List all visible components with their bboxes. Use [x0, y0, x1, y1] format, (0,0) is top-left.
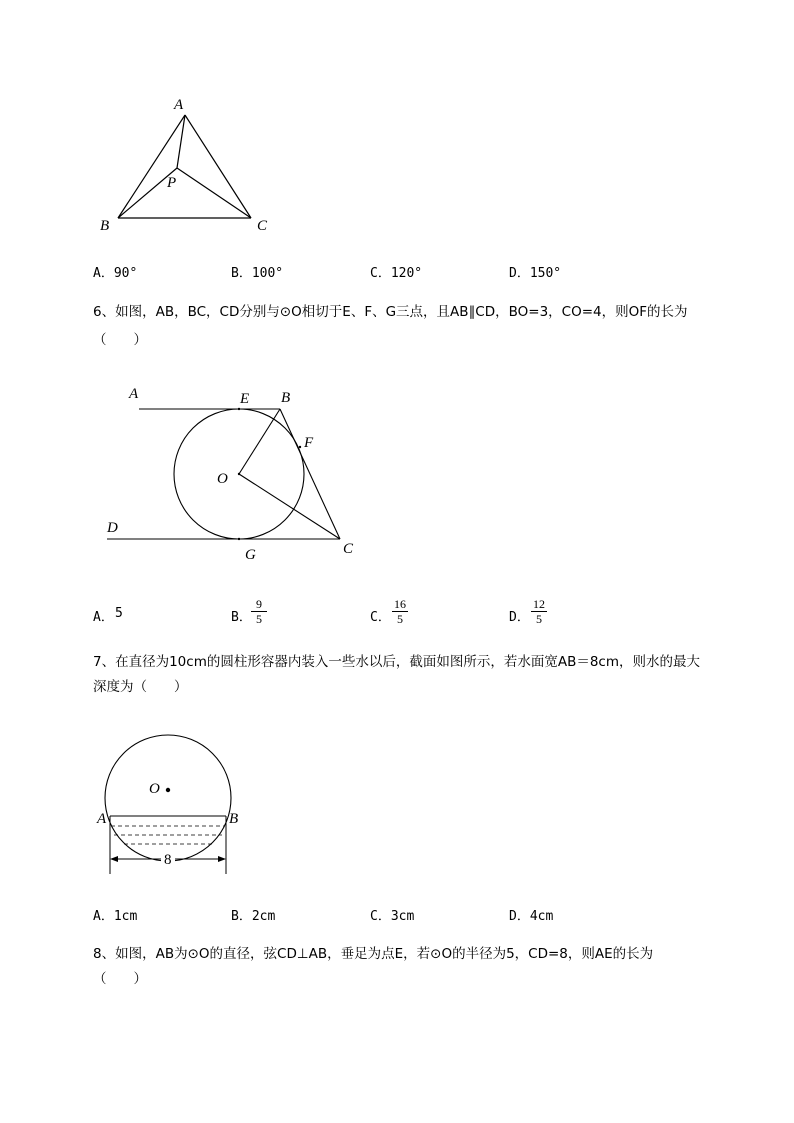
q6-label-d: D	[107, 520, 118, 536]
q6-option-c-fraction	[392, 597, 408, 626]
q6-label-c: C	[343, 541, 354, 557]
q5-segment-ac	[185, 115, 251, 218]
q5-label-p: P	[167, 175, 177, 191]
q7-center-dot	[166, 788, 170, 792]
q6-point-g	[238, 538, 240, 540]
q5-segment-ab	[118, 115, 185, 218]
q6-label-a: A	[129, 386, 139, 402]
q6-label-e: E	[240, 391, 250, 407]
q6-label-b: B	[281, 390, 291, 406]
q6-stem-line2: （ ）	[93, 332, 147, 348]
q7-stem	[93, 651, 700, 698]
q6-option-a-letter: A．	[93, 610, 114, 625]
q7-option-c: C．3cm	[370, 909, 415, 924]
q5-segment-pa	[177, 115, 185, 168]
q6-option-b-denominator: 5	[256, 612, 262, 626]
q6-option-c-letter: C．	[370, 610, 391, 625]
q6-option-b-letter: B．	[231, 610, 252, 625]
q5-option-c: C．120°	[370, 266, 423, 281]
q6-option-b-fraction	[251, 597, 267, 626]
q6-option-b-numerator: 9	[251, 597, 267, 612]
q7-option-b: B．2cm	[231, 909, 276, 924]
q7-label-o: O	[149, 781, 160, 797]
q5-label-a: A	[174, 97, 184, 113]
q7-container-figure	[90, 718, 250, 880]
q5-triangle-figure	[90, 90, 290, 240]
q6-point-e	[238, 408, 240, 410]
q8-stem-line1: 8、如图，AB为⊙O的直径，弦CD⊥AB，垂足为点E，若⊙O的半径为5，CD=8，则AE的长为	[93, 946, 654, 962]
q5-option-b: B．100°	[231, 266, 284, 281]
q7-label-b: B	[229, 811, 239, 827]
q6-segment-ob	[239, 409, 280, 474]
q6-option-d-fraction	[531, 597, 547, 626]
q5-option-d: D．150°	[509, 266, 562, 281]
q7-label-a: A	[97, 811, 107, 827]
q7-option-a: A．1cm	[93, 909, 138, 924]
q6-label-o: O	[217, 471, 228, 487]
q6-tangent-figure	[95, 380, 375, 565]
q6-option-d-letter: D．	[509, 610, 530, 625]
q6-option-d-numerator: 12	[533, 597, 545, 611]
q5-label-c: C	[257, 218, 268, 234]
q5-label-b: B	[100, 218, 110, 234]
q7-option-d: D．4cm	[509, 909, 554, 924]
q7-dimension-arrow-left	[110, 856, 118, 862]
q5-option-a: A．90°	[93, 266, 138, 281]
q7-stem-line2: 深度为（ ）	[93, 679, 188, 695]
q6-point-f	[299, 446, 301, 448]
q8-stem-line2: （ ）	[93, 971, 147, 987]
q6-label-g: G	[245, 547, 256, 563]
q6-option-d-denominator: 5	[536, 612, 542, 626]
q7-circle	[105, 735, 231, 861]
q6-stem-line1: 6、如图，AB，BC，CD分别与⊙O相切于E、F、G三点，且AB∥CD，BO=3，CO=4，则OF的长为	[93, 304, 688, 320]
q6-stem	[93, 301, 688, 351]
q7-width-label: 8	[164, 852, 172, 868]
q6-point-o	[238, 473, 240, 475]
q7-dimension-arrow-right	[218, 856, 226, 862]
q7-stem-line1: 7、在直径为10cm的圆柱形容器内装入一些水以后，截面如图所示，若水面宽AB＝8cm，则水的最大	[93, 654, 700, 670]
q6-option-c-denominator: 5	[397, 612, 403, 626]
q6-option-a-value: 5	[115, 606, 123, 621]
q8-stem	[93, 943, 653, 990]
q6-label-f: F	[304, 435, 314, 451]
q6-option-c-numerator: 16	[394, 597, 406, 611]
q5-segment-pc	[177, 168, 251, 218]
